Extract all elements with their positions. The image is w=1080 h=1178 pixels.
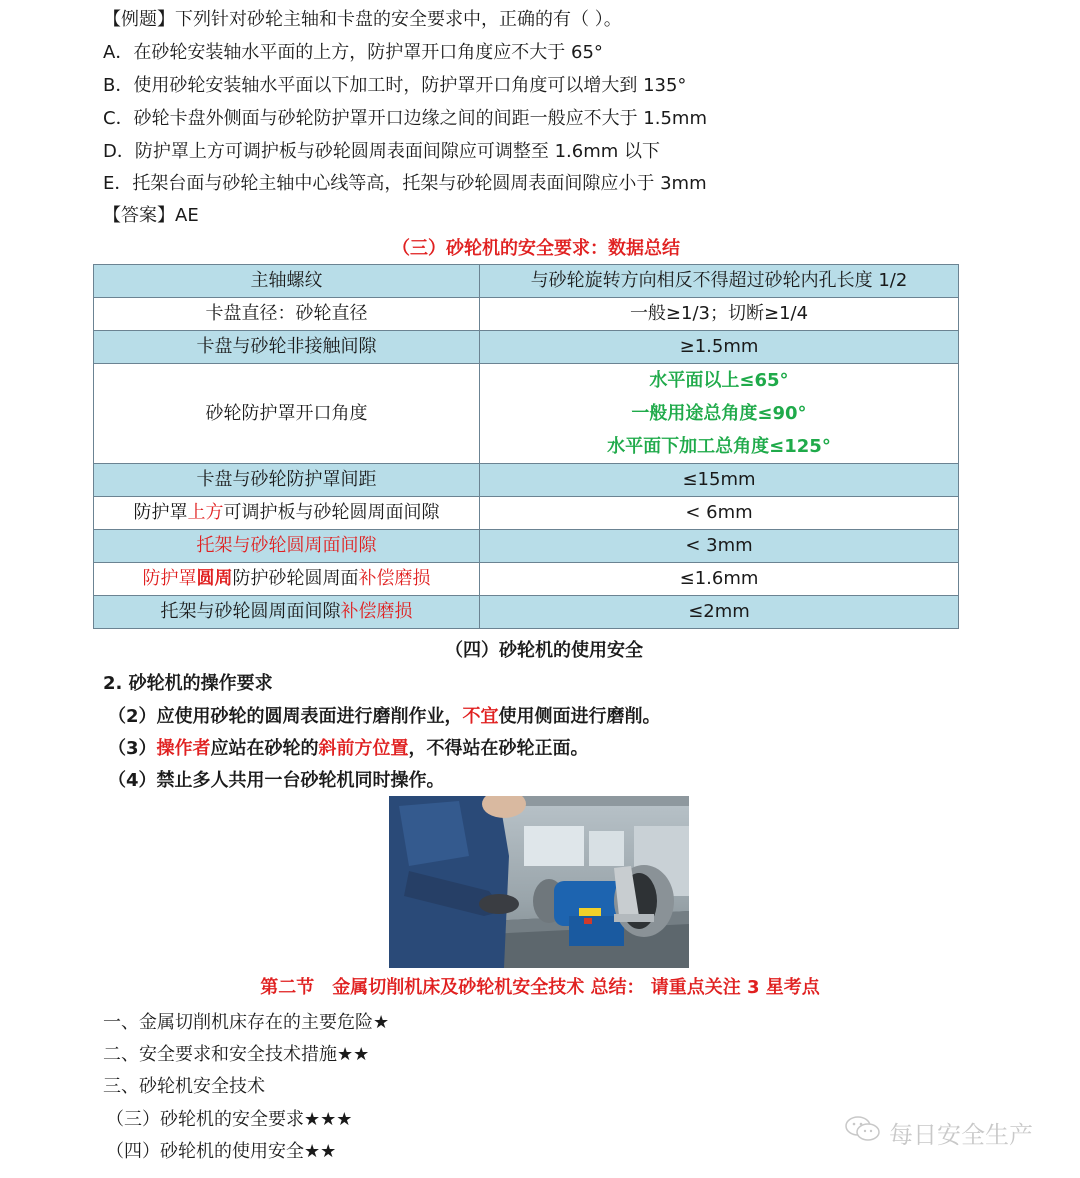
angle-below-horizontal: 水平面下加工总角度≤125° bbox=[607, 436, 831, 457]
option-e: E．托架台面与砂轮主轴中心线等高，托架与砂轮圆周表面间隙应小于 3mm bbox=[103, 173, 707, 194]
row-value: ≤2mm bbox=[480, 596, 959, 629]
item-highlight: 斜前方位置 bbox=[318, 738, 409, 759]
summary-item-3: 三、砂轮机安全技术 bbox=[103, 1076, 265, 1097]
summary-item-2: 二、安全要求和安全技术措施★★ bbox=[103, 1044, 370, 1065]
item-text: 应站在砂轮的 bbox=[210, 738, 319, 759]
grinder-photo-illustration bbox=[389, 796, 689, 968]
option-a: A．在砂轮安装轴水平面的上方，防护罩开口角度应不大于 65° bbox=[103, 42, 603, 63]
grinder-photo bbox=[389, 796, 689, 968]
row-item: 卡盘与砂轮非接触间隙 bbox=[94, 331, 480, 364]
watermark bbox=[843, 1114, 1033, 1150]
angle-general-use: 一般用途总角度≤90° bbox=[631, 403, 807, 424]
usage-item-2 bbox=[108, 705, 661, 729]
item-highlight-bold: 圆周 bbox=[196, 568, 233, 589]
item-text: 防护罩 bbox=[133, 502, 188, 523]
item-highlight: 补偿磨损 bbox=[340, 601, 413, 622]
row-value: ≤15mm bbox=[480, 464, 959, 497]
item-highlight: 操作者 bbox=[156, 738, 211, 759]
item-highlight: 补偿磨损 bbox=[358, 568, 431, 589]
summary-title: 第二节 金属切削机床及砂轮机安全技术 总结： 请重点关注 3 星考点 bbox=[260, 977, 820, 998]
table-row bbox=[94, 265, 959, 298]
row-value: 与砂轮旋转方向相反不得超过砂轮内孔长度 1/2 bbox=[480, 265, 959, 298]
row-item: 砂轮防护罩开口角度 bbox=[94, 364, 480, 464]
item-text: 托架与砂轮圆周面间隙 bbox=[160, 601, 341, 622]
item-highlight: 不宜 bbox=[462, 706, 499, 727]
row-value: ≤1.6mm bbox=[480, 563, 959, 596]
item-text: 可调护板与砂轮圆周面间隙 bbox=[223, 502, 440, 523]
wechat-icon bbox=[843, 1114, 883, 1150]
row-value: ≥1.5mm bbox=[480, 331, 959, 364]
item-text: （3） bbox=[108, 738, 157, 759]
table-row bbox=[94, 530, 959, 563]
summary-item-1: 一、金属切削机床存在的主要危险★ bbox=[103, 1012, 390, 1033]
usage-title: （四）砂轮机的使用安全 bbox=[445, 640, 643, 661]
row-value: < 3mm bbox=[480, 530, 959, 563]
row-item bbox=[94, 563, 480, 596]
option-d: D．防护罩上方可调护板与砂轮圆周表面间隙应可调整至 1.6mm 以下 bbox=[103, 141, 660, 162]
row-item: 卡盘与砂轮防护罩间距 bbox=[94, 464, 480, 497]
item-text: 防护砂轮圆周面 bbox=[232, 568, 359, 589]
table-row bbox=[94, 497, 959, 530]
summary-item-3-sub-3: （三）砂轮机的安全要求★★★ bbox=[106, 1109, 353, 1130]
usage-item-3 bbox=[108, 737, 589, 761]
item-highlight: 上方 bbox=[187, 502, 224, 523]
table-row bbox=[94, 364, 959, 464]
table-row bbox=[94, 298, 959, 331]
option-c: C．砂轮卡盘外侧面与砂轮防护罩开口边缘之间的间距一般应不大于 1.5mm bbox=[103, 108, 707, 129]
row-item: 托架与砂轮圆周面间隙 bbox=[94, 530, 480, 563]
row-value: 一般≥1/3；切断≥1/4 bbox=[480, 298, 959, 331]
table-row bbox=[94, 464, 959, 497]
table-row bbox=[94, 563, 959, 596]
angle-above-horizontal: 水平面以上≤65° bbox=[649, 370, 789, 391]
watermark-text: 每日安全生产 bbox=[889, 1120, 1033, 1149]
row-item bbox=[94, 497, 480, 530]
table-row bbox=[94, 331, 959, 364]
safety-data-table bbox=[93, 264, 959, 629]
row-value-multi bbox=[480, 364, 959, 464]
row-item bbox=[94, 596, 480, 629]
answer: 【答案】AE bbox=[103, 205, 199, 226]
item-text: 使用侧面进行磨削。 bbox=[498, 706, 661, 727]
item-text: （2）应使用砂轮的圆周表面进行磨削作业， bbox=[108, 706, 463, 727]
item-text: ，不得站在砂轮正面。 bbox=[408, 738, 589, 759]
question-stem: 【例题】下列针对砂轮主轴和卡盘的安全要求中，正确的有（ ）。 bbox=[103, 9, 622, 30]
row-item: 卡盘直径：砂轮直径 bbox=[94, 298, 480, 331]
table-row bbox=[94, 596, 959, 629]
row-item: 主轴螺纹 bbox=[94, 265, 480, 298]
item-highlight: 防护罩 bbox=[142, 568, 197, 589]
row-value: < 6mm bbox=[480, 497, 959, 530]
summary-item-3-sub-4: （四）砂轮机的使用安全★★ bbox=[106, 1141, 337, 1162]
usage-subtitle: 2. 砂轮机的操作要求 bbox=[103, 673, 273, 694]
option-b: B．使用砂轮安装轴水平面以下加工时，防护罩开口角度可以增大到 135° bbox=[103, 75, 687, 96]
table-title: （三）砂轮机的安全要求：数据总结 bbox=[392, 238, 680, 259]
usage-item-4: （4）禁止多人共用一台砂轮机同时操作。 bbox=[108, 770, 445, 791]
